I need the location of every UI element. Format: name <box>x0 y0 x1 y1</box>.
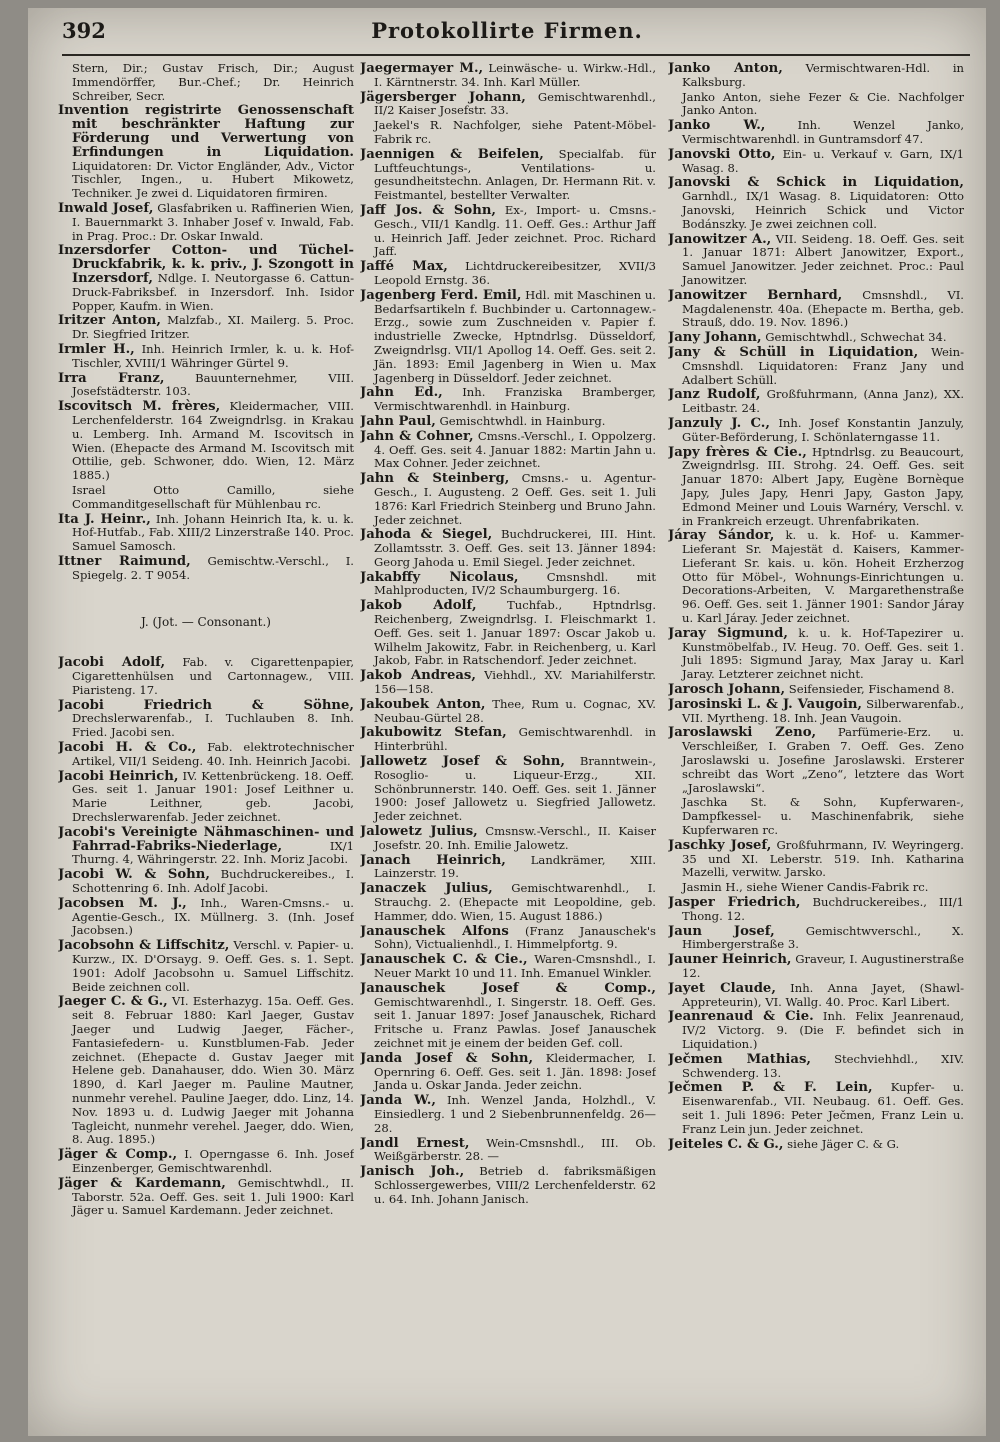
firm-name: Jaray Sigmund, <box>668 625 788 641</box>
entry-text: Kleidermacher, VIII. Lerchenfelderstr. 164 Zweigndrlsg. in Krakau u. Lemberg. Inh. Armand M. Iscovitsch in Wien. (Ehepacte des Armand M. Iscovitsch mit Ottilie, geb. Schwoner, ddo. Wien, 12. März 1885.) <box>72 399 354 483</box>
document-page <box>28 8 986 1436</box>
directory-entry <box>58 513 354 554</box>
entry-text: Ndlge. I. Neutorgasse 6. Cattun-Druck-Fabriksbef. in Inzersdorf. Inh. Isidor Popper, Kaufm. in Wien. <box>72 270 354 313</box>
directory-entry <box>58 372 354 400</box>
firm-name: Janovski & Schick in Liquidation, <box>668 175 964 191</box>
directory-entry <box>360 289 656 386</box>
directory-entry <box>360 571 656 599</box>
firm-name: Ita J. Heinr., <box>58 511 151 527</box>
directory-entry <box>668 388 964 416</box>
entry-text: Gemischtw.-Verschl., I. Spiegelg. 2. T 9054. <box>72 553 354 582</box>
entry-text: Bauunternehmer, VIII. Josefstädterstr. 103. <box>72 370 354 399</box>
firm-name: Jallowetz Josef & Sohn, <box>360 754 565 770</box>
firm-name: Jarosinski L. & J. Vaugoin, <box>668 696 863 712</box>
firm-name: Jakob Andreas, <box>360 668 476 684</box>
firm-name: Jagenberg Ferd. Emil, <box>360 287 522 303</box>
entry-text: Leinwäsche- u. Wirkw.-Hdl., I. Kärntnerstr. 34. Inh. Karl Müller. <box>374 62 656 89</box>
entry-text: Graveur, I. Augustinerstraße 12. <box>682 952 964 980</box>
firm-name: Jägersberger Johann, <box>360 89 526 105</box>
entry-text: IX/1 Thurng. 4, Währingerstr. 22. Inh. Moriz Jacobi. <box>72 838 354 867</box>
directory-entry <box>668 1053 964 1081</box>
firm-name: Jacobi W. & Sohn, <box>58 867 210 883</box>
directory-entry <box>668 91 964 119</box>
firm-name: Janda Josef & Sohn, <box>360 1050 534 1066</box>
firm-name: Janda W., <box>360 1093 436 1109</box>
firm-name: Janowitzer Bernhard, <box>668 287 843 303</box>
firm-name: Janzuly J. C., <box>668 415 770 431</box>
directory-entry <box>668 726 964 795</box>
firm-name: Jacobi Heinrich, <box>58 768 179 784</box>
entry-text: Cmsnsw.-Verschl., II. Kaiser Josefstr. 20. Inh. Emilie Jalowetz. <box>374 824 656 852</box>
firm-name: Janisch Joh., <box>360 1164 465 1180</box>
directory-entry <box>668 176 964 231</box>
entry-text: Cmsnshdl., VI. Magdalenenstr. 40a. (Ehepacte m. Bertha, geb. Strauß, ddo. 19. Nov. 1896.) <box>682 287 964 330</box>
entry-text: Fab. v. Cigarettenpapier, Cigarettenhülsen und Cartonnagew., VIII. Piaristeng. 17. <box>72 655 354 697</box>
entry-text: Kupfer- u. Eisenwarenfab., VII. Neubaug. 61. Oeff. Ges. seit 1. Juli 1896: Peter Ječmen, Franz Lein u. Franz Lein jun. Jeder zeichnet. <box>682 1080 964 1136</box>
directory-entry <box>360 982 656 1051</box>
firm-name: Janko Anton, <box>668 62 783 76</box>
firm-name: Jaegermayer M., <box>360 62 484 76</box>
entry-text: siehe Jäger C. & G. <box>787 1136 900 1151</box>
entry-text: Inh. Anna Jayet, (Shawl-Appreteurin), VI. Wallg. 40. Proc. Karl Libert. <box>682 980 964 1009</box>
entry-text: Specialfab. für Luftfeuchtungs-, Ventilations- u. gesundheitstechn. Anlagen, Dr. Hermann Rit. v. Feistmantel, bestellter Verwalter. <box>374 146 656 203</box>
entry-text: Inh. Wenzel Janko, Vermischtwarenhdl. in Guntramsdorf 47. <box>682 118 964 146</box>
firm-name: Jasper Friedrich, <box>668 895 801 911</box>
firm-name: Janach Heinrich, <box>360 852 506 868</box>
entry-text: Gemischtwhdl. in Hainburg. <box>439 413 606 428</box>
entry-text: Gemischtwverschl., X. Himbergerstraße 3. <box>682 923 964 952</box>
firm-name: Jeanrenaud & Cie. <box>668 1009 814 1025</box>
firm-name: Jakoubek Anton, <box>360 696 486 712</box>
entry-text: k. u. k. Hof- u. Kammer-Lieferant Sr. Majestät d. Kaisers, Kammer-Lieferant Sr. kais. u. kön. Hoheit Erzherzog Otto für Möbel-, Wohnungs-Einrichtungen u. Decorations-Arbeiten, V. Margarethenstraße 96. Oeff. Ges. seit 1. Jänner 1901: Sandor Járay u. Karl Járay. Jeder zeichnet. <box>682 528 964 626</box>
entry-text: Jaekel's R. Nachfolger, siehe Patent-Möbel-Fabrik rc. <box>374 118 656 146</box>
directory-entry <box>58 868 354 896</box>
firm-name: Jacobi's Vereinigte Nähmaschinen- und Fahrrad-Fabriks-Niederlage, <box>58 824 354 854</box>
entry-text: Gemischtwarenhdl., I. Singerstr. 18. Oeff. Ges. seit 1. Januar 1897: Josef Janauschek, Richard Fritsche u. Franz Pawlas. Josef Janauschek zeichnet mit je einem der beiden Gef. coll. <box>374 994 656 1050</box>
directory-entry <box>668 417 964 445</box>
entry-text: IV. Kettenbrückeng. 18. Oeff. Ges. seit 1. Januar 1901: Josef Leithner u. Marie Leithner, geb. Jacobi, Drechslerwarenfab. Jeder zeichnet. <box>72 768 354 825</box>
directory-entry <box>58 1177 354 1218</box>
firm-name: Jakabffy Nicolaus, <box>360 569 519 585</box>
directory-entry <box>360 925 656 953</box>
firm-name: Jaeger C. & G., <box>58 994 168 1010</box>
entry-text: VII. Seideng. 18. Oeff. Ges. seit 1. Januar 1871: Albert Janowitzer, Export., Samuel Janowitzer. Jeder zeichnet. Proc.: Paul Janowitzer. <box>682 231 964 287</box>
directory-entry <box>360 415 656 429</box>
entry-text: Betrieb d. fabriksmäßigen Schlossergewerbes, VIII/2 Lerchenfelderstr. 62 u. 64. Inh. Johann Janisch. <box>374 1164 656 1206</box>
directory-entry <box>668 627 964 682</box>
entry-text: Seifensieder, Fischamend 8. <box>788 682 955 697</box>
firm-name: Jacobi Friedrich & Söhne, <box>58 697 354 713</box>
directory-entry <box>668 62 964 90</box>
entry-text: Buchdruckereibes., I. Schottenring 6. Inh. Adolf Jacobi. <box>72 867 354 896</box>
directory-entry <box>668 982 964 1010</box>
firm-name: Janz Rudolf, <box>668 387 761 403</box>
firm-name: Janaczek Julius, <box>360 881 493 897</box>
entry-text: Cmsnshdl. mit Mahlproducten, IV/2 Schaumburgerg. 16. <box>374 569 656 598</box>
entry-text: Stechviehhdl., XIV. Schwenderg. 13. <box>682 1051 964 1080</box>
directory-entry <box>668 233 964 288</box>
directory-entry <box>360 62 656 90</box>
directory-entry <box>668 1081 964 1136</box>
firm-name: Jakubowitz Stefan, <box>360 725 507 741</box>
firm-name: Jäger & Comp., <box>58 1147 178 1163</box>
column-3 <box>668 62 964 1422</box>
directory-entry <box>58 897 354 938</box>
directory-entry <box>58 62 354 103</box>
entry-text: Vermischtwaren-Hdl. in Kalksburg. <box>682 62 964 89</box>
firm-name: Jahn Ed., <box>360 385 443 401</box>
directory-entry <box>668 148 964 176</box>
firm-name: Jaff Jos. & Sohn, <box>360 202 496 218</box>
entry-text: Cmsns.- u. Agentur-Gesch., I. Augusteng. 2 Oeff. Ges. seit 1. Juli 1876: Karl Friedrich Steinberg und Bruno Jahn. Jeder zeichnet. <box>374 471 656 527</box>
directory-entry <box>360 726 656 754</box>
directory-entry <box>360 825 656 853</box>
firm-name: Iscovitsch M. frères, <box>58 399 221 415</box>
directory-entry <box>668 289 964 330</box>
entry-text: Ex-, Import- u. Cmsns.-Gesch., VII/1 Kandlg. 11. Oeff. Ges.: Arthur Jaff u. Heinrich Jaff. Jeder zeichnet. Proc. Richard Jaff. <box>374 202 656 259</box>
directory-entry <box>668 529 964 626</box>
entry-text: Fab. elektrotechnischer Artikel, VII/1 Seideng. 40. Inh. Heinrich Jacobi. <box>72 740 354 768</box>
entry-text: Gemischtwarenhdl., II/2 Kaiser Josefstr. 33. <box>374 89 656 118</box>
directory-entry <box>58 104 354 201</box>
entry-text: Inh. Josef Konstantin Janzuly, Güter-Beförderung, I. Schönlaterngasse 11. <box>682 415 964 444</box>
firm-name: Jahn Paul, <box>360 413 436 429</box>
entry-text: (Franz Janauschek's Sohn), Victualienhdl., I. Himmelpfortg. 9. <box>374 923 656 952</box>
entry-text: Gemischtwarenhdl. in Hinterbrühl. <box>374 725 656 754</box>
directory-entry <box>360 669 656 697</box>
entry-text: Kleidermacher, I. Opernring 6. Oeff. Ges. seit 1. Jän. 1898: Josef Janda u. Oskar Janda. Jeder zeichn. <box>374 1050 656 1093</box>
directory-entry <box>360 91 656 119</box>
firm-name: Jacobsohn & Liffschitz, <box>58 938 230 954</box>
directory-entry <box>360 953 656 981</box>
firm-name: Ječmen P. & F. Lein, <box>668 1080 873 1096</box>
entry-text: Verschl. v. Papier- u. Kurzw., IX. D'Orsayg. 9. Oeff. Ges. s. 1. Sept. 1901: Adolf Jacobsohn u. Samuel Liffschitz. Beide zeichnen coll. <box>72 938 354 994</box>
entry-text: Jaschka St. & Sohn, Kupferwaren-, Dampfkessel- u. Maschinenfabrik, siehe Kupferwaren rc. <box>682 795 964 838</box>
directory-entry <box>668 953 964 981</box>
firm-name: Jahoda & Siegel, <box>360 527 493 543</box>
firm-name: Jayet Claude, <box>668 980 776 996</box>
firm-name: Jauner Heinrich, <box>668 952 792 968</box>
directory-entry <box>360 1165 656 1206</box>
firm-name: Jacobi H. & Co., <box>58 740 197 756</box>
firm-name: Jaun Josef, <box>668 923 775 939</box>
entry-text: Garnhdl., IX/1 Wasag. 8. Liquidatoren: Otto Janovski, Heinrich Schick und Victor Bodánszky. Je zwei zeichnen coll. <box>682 189 964 231</box>
firm-name: Japy frères & Cie., <box>668 444 807 460</box>
entry-text: Jasmin H., siehe Wiener Candis-Fabrik rc. <box>682 880 929 895</box>
entry-text: Wein-Cmsnshdl. Liquidatoren: Franz Jany und Adalbert Schüll. <box>682 344 964 387</box>
directory-entry <box>668 683 964 697</box>
directory-entry <box>360 599 656 668</box>
entry-text: Malzfab., XI. Mailerg. 5. Proc. Dr. Siegfried Iritzer. <box>72 313 354 342</box>
directory-entry <box>58 741 354 769</box>
entry-text: Inh. Johann Heinrich Ita, k. u. k. Hof-Hutfab., Fab. XIII/2 Linzerstraße 140. Proc. Samuel Samosch. <box>72 511 354 554</box>
directory-entry <box>360 472 656 527</box>
firm-name: Janauschek Alfons <box>360 923 509 939</box>
firm-name: Janko W., <box>668 118 766 134</box>
entry-text: Gemischtwhdl., II. Taborstr. 52a. Oeff. Ges. seit 1. Juli 1900: Karl Jäger u. Samuel Kardemann. Jeder zeichnet. <box>72 1175 354 1218</box>
firm-name: Jaennigen & Beifelen, <box>360 146 544 162</box>
entry-text: Parfümerie-Erz. u. Verschleißer, I. Graben 7. Oeff. Ges. Zeno Jaroslawski u. Josefine Jaroslawski. Ersterer schreibt das Wort „Zeno“, letztere das Wort „Jaroslawski“. <box>682 725 964 795</box>
entry-text: Hptndrlsg. zu Beaucourt, Zweigndrlsg. III. Strohg. 24. Oeff. Ges. seit Januar 1870: Albert Japy, Eugène Bornèque Japy, Jules Japy, Henri Japy, Gaston Japy, Edmond Meiner und Louis Warnéry, Verschl. v. in Frankreich erzeugt. Uhrenfabrikaten. <box>682 444 964 528</box>
entry-text: Tuchfab., Hptndrlsg. Reichenberg, Zweigndrlsg. I. Fleischmarkt 1. Oeff. Ges. seit 1. Januar 1897: Oscar Jakob u. Wilhelm Jakowitz, Fabr. in Reichenberg, u. Karl Jakob, Fabr. in Ratschendorf. Jeder zeichnet. <box>374 598 656 668</box>
directory-entry <box>668 331 964 345</box>
directory-entry <box>360 386 656 414</box>
running-title: Protokollirte Firmen. <box>371 18 643 43</box>
directory-entry <box>360 1137 656 1165</box>
firm-name: Jaffé Max, <box>360 259 448 275</box>
firm-name: Ječmen Mathias, <box>668 1051 811 1067</box>
directory-entry <box>360 854 656 882</box>
directory-entry <box>360 119 656 147</box>
firm-name: Janovski Otto, <box>668 146 776 162</box>
firm-name: Invention registrirte Genossenschaft mit beschränkter Haftung zur Förderung und Verwertung von Erfindungen in Liquidation. <box>58 103 354 160</box>
firm-name: Jaschky Josef, <box>668 837 772 853</box>
entry-text: Drechslerwarenfab., I. Tuchlauben 8. Inh. Fried. Jacobi sen. <box>72 711 354 740</box>
directory-entry <box>58 484 354 512</box>
firm-name: Jacobsen M. J., <box>58 895 187 911</box>
entry-text: k. u. k. Hof-Tapezirer u. Kunstmöbelfab., IV. Heug. 70. Oeff. Ges. seit 1. Juli 1895: Sigmund Jaray, Max Jaray u. Karl Jaray. Letzterer zeichnet nicht. <box>682 625 964 682</box>
firm-name: Janauschek C. & Cie., <box>360 952 528 968</box>
entry-text: Inh. Felix Jeanrenaud, IV/2 Victorg. 9. (Die F. befindet sich in Liquidation.) <box>682 1009 964 1051</box>
directory-entry <box>58 656 354 697</box>
entry-text: Gemischtwarenhdl., I. Strauchg. 2. (Ehepacte mit Leopoldine, geb. Hammer, ddo. Wien, 15. August 1886.) <box>374 881 656 923</box>
directory-entry <box>668 896 964 924</box>
entry-text: Waren-Cmsnshdl., I. Neuer Markt 10 und 11. Inh. Emanuel Winkler. <box>374 952 656 980</box>
firm-name: Ittner Raimund, <box>58 553 191 569</box>
firm-name: Inwald Josef, <box>58 200 154 216</box>
firm-name: Jacobi Adolf, <box>58 655 166 671</box>
entry-text: VI. Esterhazyg. 15a. Oeff. Ges. seit 8. Februar 1880: Karl Jaeger, Gustav Jaeger und Ludwig Jaeger, Fächer-, Fantasiefedern- u. Kunstblumen-Fab. Jeder zeichnet. (Ehepacte d. Gustav Jaeger mit Helene geb. Danahauser, ddo. Wien 30. März 1890, d. Karl Jaeger m. Pauline Mautner, nunmehr verehel. Pauline Jaeger, ddo. Linz, 14. Nov. 1893 u. d. Ludwig Jaeger mit Johanna Tagleicht, nunmehr verehel. Jaeger, ddo. Wien, 8. Aug. 1895.) <box>72 994 354 1147</box>
entry-text: Lichtdruckereibesitzer, XVII/3 Leopold Ernstg. 36. <box>374 259 656 287</box>
entry-text: Inh., Waren-Cmsns.- u. Agentie-Gesch., IX. Müllnerg. 3. (Inh. Josef Jacobsen.) <box>72 895 354 938</box>
directory-entry <box>668 346 964 387</box>
directory-entry <box>58 555 354 583</box>
firm-name: Irmler H., <box>58 341 135 357</box>
entry-text: Gemischtwhdl., Schwechat 34. <box>765 330 947 345</box>
firm-name: Jarosch Johann, <box>668 682 786 698</box>
firm-name: Irra Franz, <box>58 370 165 386</box>
entry-text: Israel Otto Camillo, siehe Commanditgesellschaft für Mühlenbau rc. <box>72 482 354 511</box>
entry-text: Inh. Wenzel Janda, Holzhdl., V. Einsiedlerg. 1 und 2 Siebenbrunnenfeldg. 26—28. <box>374 1093 656 1135</box>
entry-text: Hdl. mit Maschinen u. Bedarfsartikeln f. Buchbinder u. Cartonnagew.-Erzg., sowie zum Zuschneiden v. Papier f. industrielle Zwecke, Hptndrlsg. Düsseldorf, Zweigndrlsg. VII/1 Apollog 14. Oeff. Ges. seit 2. Jän. 1893: Emil Jagenberg in Wien u. Max Jagenberg in Düsseldorf. Jeder zeichnet. <box>374 287 656 385</box>
directory-entry <box>668 446 964 529</box>
directory-entry <box>360 698 656 726</box>
directory-entry <box>58 699 354 740</box>
directory-entry <box>58 939 354 994</box>
entry-text: Branntwein-, Rosoglio- u. Liqueur-Erzg., XII. Schönbrunnerstr. 140. Oeff. Ges. seit 1. Jänner 1900: Josef Jallowetz u. Siegfried Jallowetz. Jeder zeichnet. <box>374 754 656 824</box>
entry-text: Landkrämer, XIII. Lainzerstr. 19. <box>374 852 656 881</box>
directory-entry <box>360 1052 656 1093</box>
firm-name: Járay Sándor, <box>668 528 775 544</box>
entry-text: Buchdruckerei, III. Hint. Zollamtsstr. 3. Oeff. Ges. seit 13. Jänner 1894: Georg Jahoda u. Emil Siegel. Jeder zeichnet. <box>374 527 656 569</box>
directory-entry <box>58 343 354 371</box>
directory-entry <box>58 202 354 243</box>
firm-name: Janauschek Josef & Comp., <box>360 980 656 996</box>
entry-text: Cmsns.-Verschl., I. Oppolzerg. 4. Oeff. Ges. seit 4. Januar 1882: Martin Jahn u. Max Cohner. Jeder zeichnet. <box>374 428 656 471</box>
entry-text: Glasfabriken u. Raffinerien Wien, I. Bauernmarkt 3. Inhaber Josef v. Inwald, Fab. in Prag. Proc.: Dr. Oskar Inwald. <box>72 200 354 243</box>
entry-text: Großfuhrmann, IV. Weyringerg. 35 und XI. Leberstr. 519. Inh. Katharina Mazelli, verwitw. Jarsko. <box>682 837 964 880</box>
directory-entry <box>360 430 656 471</box>
directory-entry <box>58 826 354 867</box>
entry-text: I. Operngasse 6. Inh. Josef Einzenberger, Gemischtwarenhdl. <box>72 1147 354 1175</box>
firm-name: Jakob Adolf, <box>360 598 477 614</box>
directory-entry <box>668 1138 964 1152</box>
firm-name: Iritzer Anton, <box>58 313 161 329</box>
directory-entry <box>668 839 964 880</box>
directory-entry <box>668 925 964 953</box>
column-1 <box>58 62 354 1422</box>
page-number: 392 <box>62 18 106 43</box>
entry-text: Silberwarenfab., VII. Myrtheng. 18. Inh. Jean Vaugoin. <box>682 696 964 725</box>
entry-text: Liquidatoren: Dr. Victor Engländer, Adv., Victor Tischler, Ingen., u. Hubert Mikowetz, Techniker. Je zwei d. Liquidatoren firmiren. <box>72 158 354 201</box>
section-heading: J. (Jot. — Consonant.) <box>141 615 271 630</box>
firm-name: Jäger & Kardemann, <box>58 1175 226 1191</box>
directory-entry <box>360 204 656 259</box>
directory-entry <box>360 148 656 203</box>
header-rule <box>62 54 970 56</box>
directory-entry <box>360 528 656 569</box>
column-2 <box>360 62 656 1422</box>
firm-name: Jany Johann, <box>668 330 762 346</box>
directory-entry <box>668 698 964 726</box>
entry-text: Janko Anton, siehe Fezer & Cie. Nachfolger Janko Anton. <box>682 89 964 118</box>
directory-entry <box>668 1010 964 1051</box>
directory-entry <box>668 119 964 147</box>
directory-entry <box>668 796 964 837</box>
entry-text: Thee, Rum u. Cognac, XV. Neubau-Gürtel 28. <box>374 696 656 725</box>
firm-name: Jandl Ernest, <box>360 1135 470 1151</box>
entry-text: Inh. Franziska Bramberger, Vermischtwarenhdl. in Hainburg. <box>374 385 656 414</box>
entry-text: Buchdruckereibes., III/1 Thong. 12. <box>682 895 964 923</box>
directory-entry <box>58 995 354 1147</box>
entry-text: Stern, Dir.; Gustav Frisch, Dir.; August Immendörffer, Bur.-Chef.; Dr. Heinrich Schreiber, Secr. <box>72 62 354 103</box>
firm-name: Janowitzer A., <box>668 231 772 247</box>
firm-name: Jeiteles C. & G., <box>668 1136 784 1152</box>
firm-name: Jany & Schüll in Liquidation, <box>668 344 919 360</box>
directory-entry <box>360 260 656 288</box>
directory-entry <box>58 400 354 483</box>
firm-name: Jahn & Cohner, <box>360 428 474 444</box>
firm-name: Jahn & Steinberg, <box>360 471 510 487</box>
directory-entry <box>58 770 354 825</box>
directory-entry <box>58 314 354 342</box>
entry-text: Ein- u. Verkauf v. Garn, IX/1 Wasag. 8. <box>682 146 964 175</box>
entry-text: Inh. Heinrich Irmler, k. u. k. Hof-Tischler, XVIII/1 Währinger Gürtel 9. <box>72 341 354 370</box>
directory-entry <box>58 244 354 313</box>
firm-name: Inzersdorfer Cotton- und Tüchel-Druckfabrik, k. k. priv., J. Szongott in Inzersdorf, <box>58 243 354 286</box>
entry-text: Großfuhrmann, (Anna Janz), XX. Leitbastr. 24. <box>682 387 964 416</box>
directory-entry <box>668 881 964 895</box>
directory-entry <box>58 1148 354 1176</box>
entry-text: Wein-Cmsnshdl., III. Ob. Weißgärberstr. 28. — <box>374 1135 656 1164</box>
firm-name: Jaroslawski Zeno, <box>668 725 817 741</box>
entry-text: Viehhdl., XV. Mariahilferstr. 156—158. <box>374 668 656 697</box>
firm-name: Jalowetz Julius, <box>360 824 478 840</box>
directory-entry <box>360 882 656 923</box>
directory-entry <box>360 1094 656 1135</box>
directory-entry <box>360 755 656 824</box>
